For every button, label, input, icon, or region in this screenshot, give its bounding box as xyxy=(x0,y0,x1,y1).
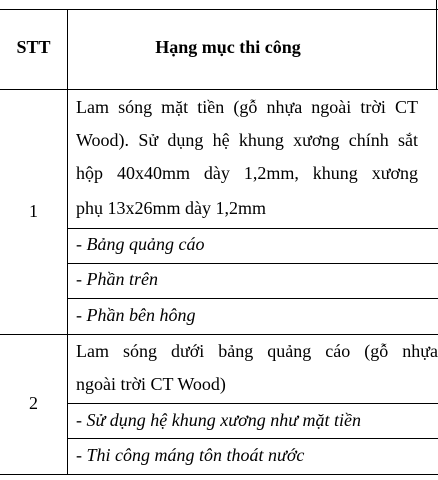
rule-row1-bottom xyxy=(0,334,438,335)
row1-line-2 xyxy=(76,125,418,156)
row1-line-1 xyxy=(76,92,418,123)
row2-line-1 xyxy=(76,336,438,367)
rule-header-bottom xyxy=(0,89,438,90)
row1-line-1-text: Lam sóng mặt tiền (gỗ nhựa ngoài trời CT xyxy=(76,97,418,117)
rule-row2-sub1 xyxy=(68,403,438,404)
rule-col-divider xyxy=(67,9,68,475)
row2-subitem-frame: - Sử dụng hệ khung xương như mặt tiền xyxy=(76,410,362,430)
rule-bottom xyxy=(0,474,438,475)
row2-stt: 2 xyxy=(29,393,38,413)
row2-subitem-gutter: - Thi công máng tôn thoát nước xyxy=(76,445,305,465)
row1-line-2-text: Wood). Sử dụng hệ khung xương chính sắt xyxy=(76,130,418,150)
row1-subitem-billboard: - Bảng quảng cáo xyxy=(76,234,205,254)
row1-line-3 xyxy=(76,158,418,189)
header-item: Hạng mục thi công xyxy=(155,37,301,57)
row1-line-4: phụ 13x26mm dày 1,2mm xyxy=(76,198,266,218)
rule-row1-sub3 xyxy=(68,298,438,299)
rule-row2-sub2 xyxy=(68,438,438,439)
row1-subitem-side: - Phần bên hông xyxy=(76,305,196,325)
header-stt: STT xyxy=(16,37,51,57)
rule-top xyxy=(0,9,438,10)
row1-line-3-text: hộp 40x40mm dày 1,2mm, khung xương xyxy=(76,163,418,183)
row1-subitem-top: - Phần trên xyxy=(76,269,158,289)
row2-line-1-text: Lam sóng dưới bảng quảng cáo (gỗ nhựa xyxy=(76,341,438,361)
row1-stt: 1 xyxy=(29,201,38,221)
row2-line-2: ngoài trời CT Wood) xyxy=(76,374,226,394)
rule-right-edge xyxy=(436,0,437,90)
